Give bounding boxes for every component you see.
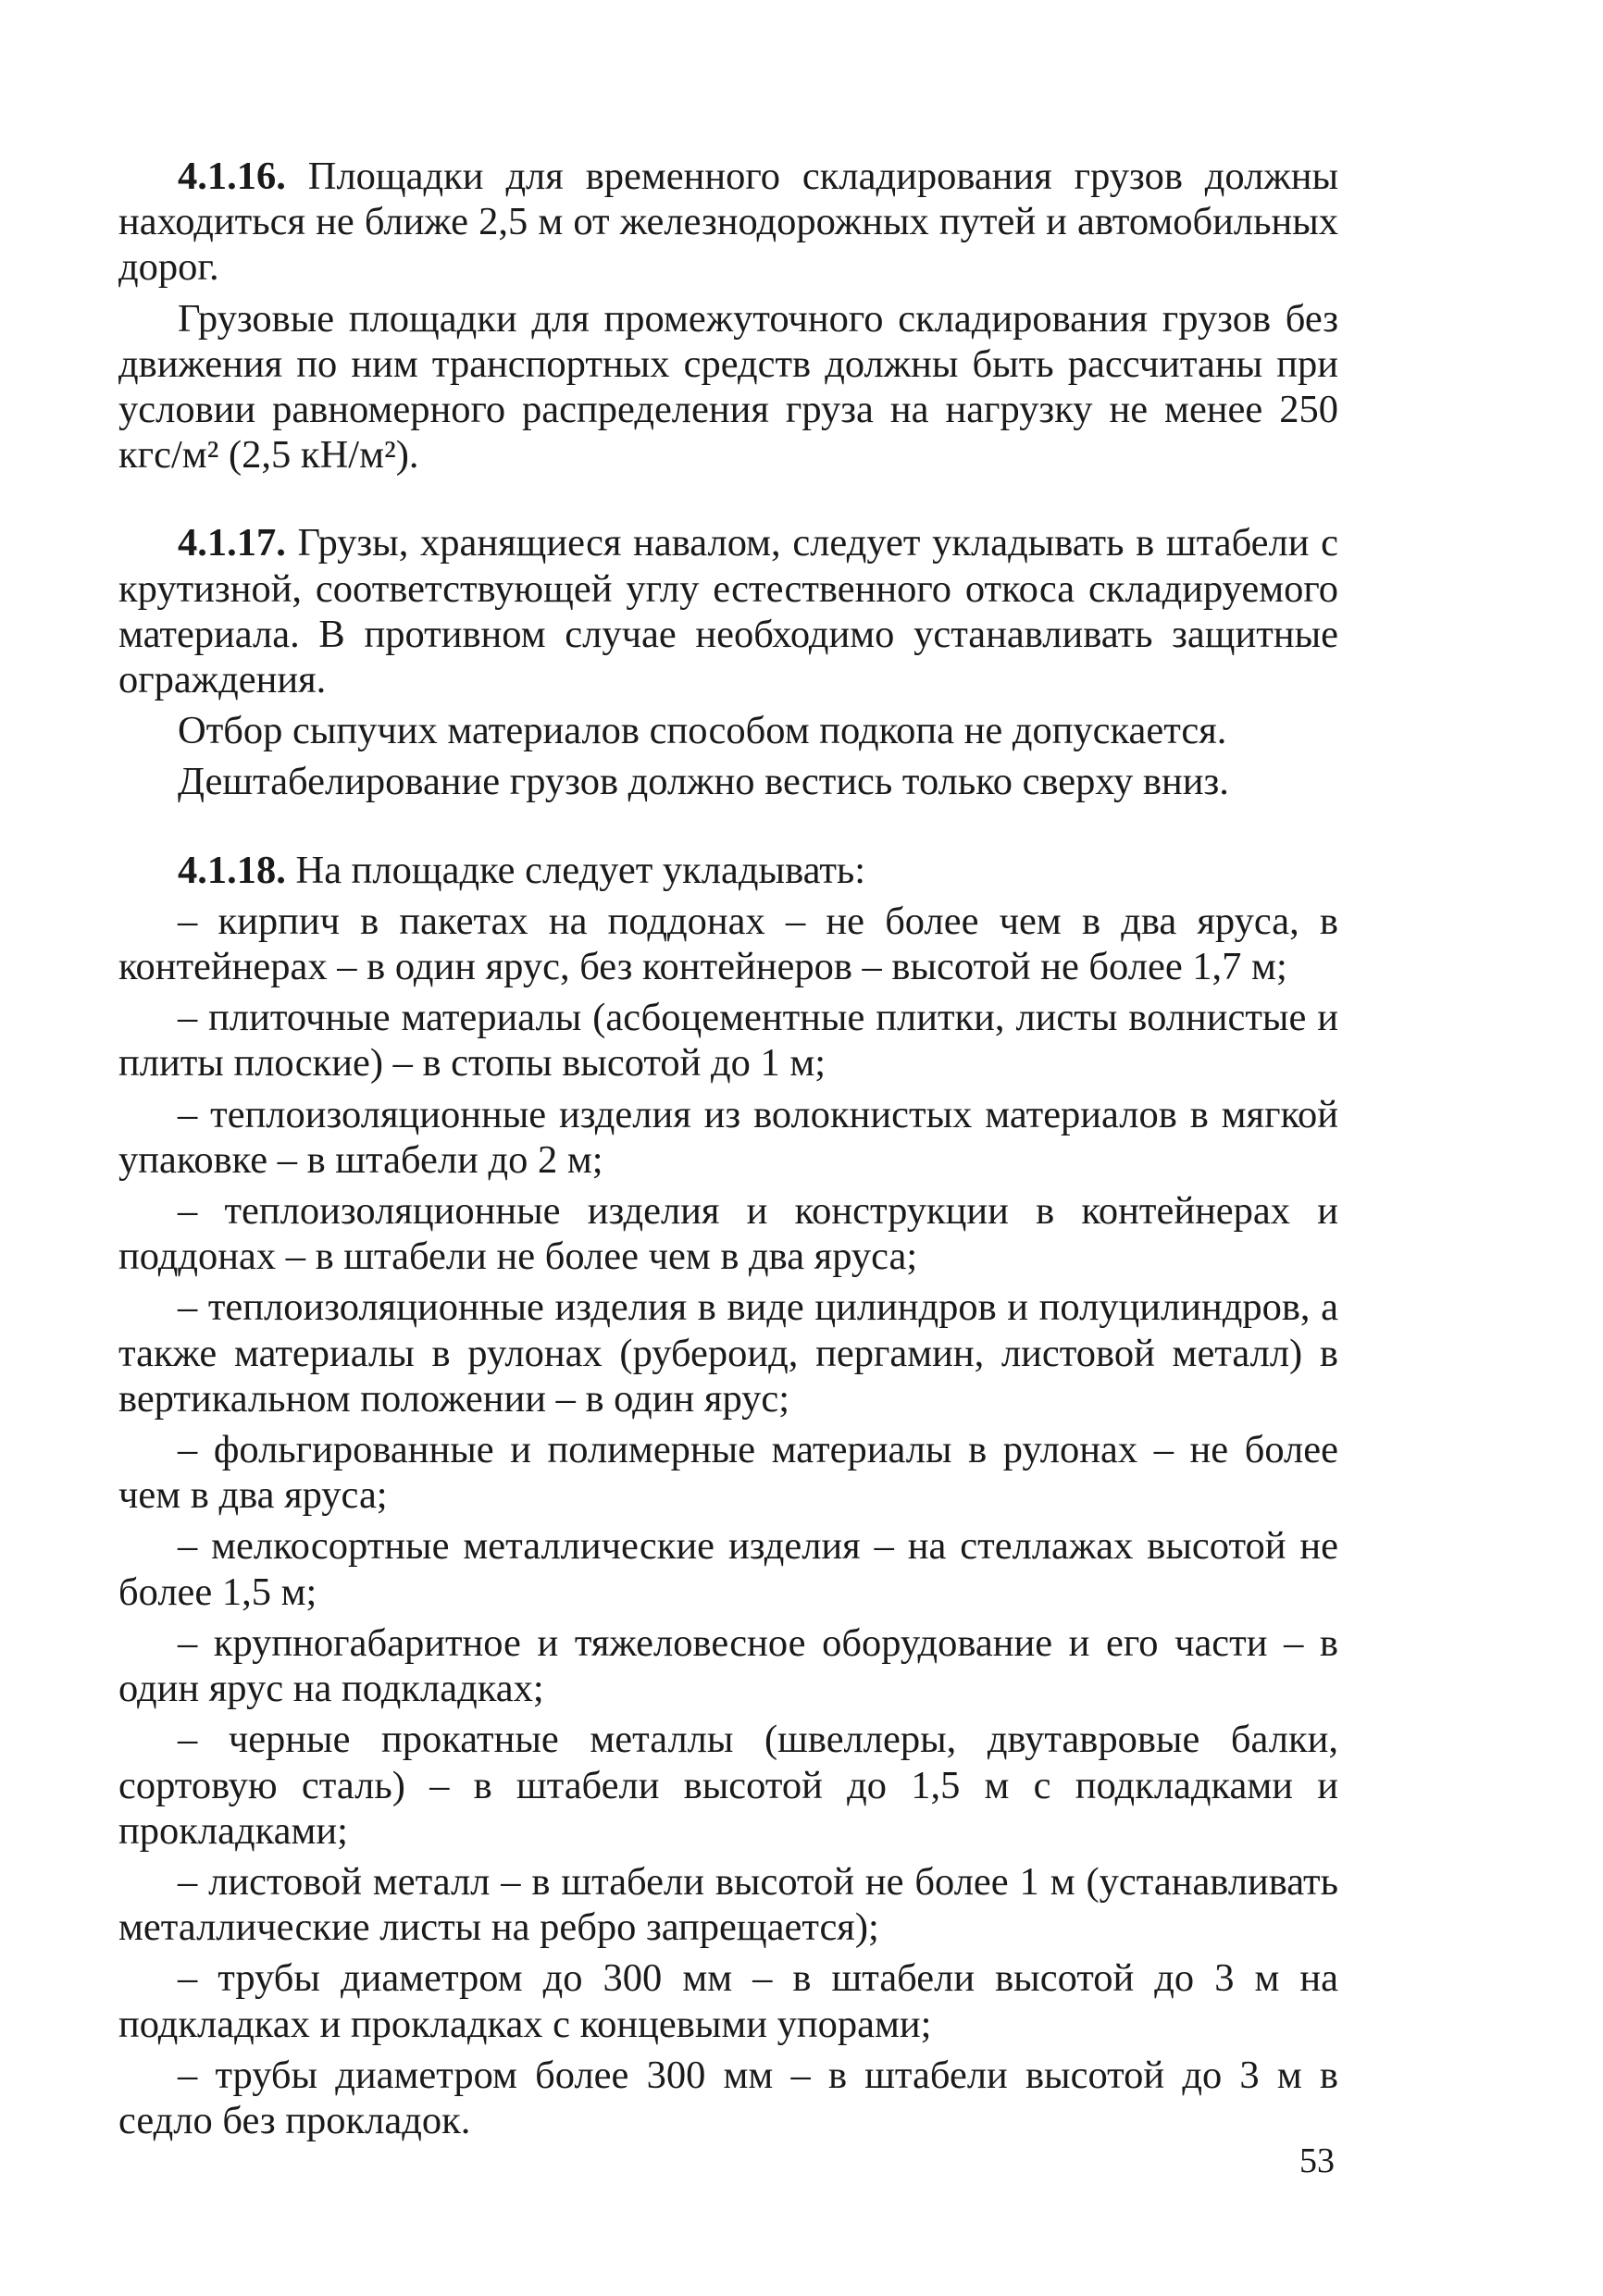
list-item: – крупногабаритное и тяжеловесное оборудование и его части – в один ярус на подкладках; bbox=[118, 1620, 1338, 1711]
section-number: 4.1.16. bbox=[178, 155, 286, 198]
list-item: – плиточные материалы (асбоцементные плитки, листы волнистые и плиты плоские) – в стопы высотой до 1 м; bbox=[118, 996, 1338, 1086]
list-item: – кирпич в пакетах на поддонах – не более чем в два яруса, в контейнерах – в один ярус, без контейнеров – высотой не более 1,7 м; bbox=[118, 899, 1338, 989]
section-number: 4.1.18. bbox=[178, 848, 286, 892]
paragraph: Отбор сыпучих материалов способом подкопа не допускается. bbox=[178, 709, 1227, 753]
list-item: – черные прокатные металлы (швеллеры, двутавровые балки, сортовую сталь) – в штабели высотой до 1,5 м с подкладками и прокладками; bbox=[118, 1718, 1338, 1853]
paragraph-text: На площадке следует укладывать: bbox=[295, 848, 866, 892]
paragraph: Грузовые площадки для промежуточного складирования грузов без движения по ним транспортных средств должны быть рассчитаны при условии равномерного распределения груза на нагрузку не менее 250 кгс/м² (2,5 кН/м²). bbox=[118, 296, 1338, 478]
list-item: – мелкосортные металлические изделия – на стеллажах высотой не более 1,5 м; bbox=[118, 1524, 1338, 1614]
list-item: – трубы диаметром до 300 мм – в штабели высотой до 3 м на подкладках и прокладках с концевыми упорами; bbox=[118, 1956, 1338, 2046]
list-item: – теплоизоляционные изделия в виде цилиндров и полуцилиндров, а также материалы в рулонах (рубероид, пергамин, листовой металл) в вертикальном положении – в один ярус; bbox=[118, 1285, 1338, 1421]
section-4-1-17 bbox=[118, 520, 1338, 804]
page-number: 53 bbox=[1299, 2141, 1335, 2180]
list-item: – теплоизоляционные изделия и конструкции в контейнерах и поддонах – в штабели не более чем в два яруса; bbox=[118, 1189, 1338, 1279]
list-item: – фольгированные и полимерные материалы в рулонах – не более чем в два яруса; bbox=[118, 1428, 1338, 1518]
paragraph-text: Площадки для временного складирования грузов должны находиться не ближе 2,5 м от железнодорожных путей и автомобильных дорог. bbox=[118, 155, 1338, 290]
paragraph: Дештабелирование грузов должно вестись только сверху вниз. bbox=[178, 760, 1229, 804]
list-item: – теплоизоляционные изделия из волокнистых материалов в мягкой упаковке – в штабели до 2 м; bbox=[118, 1092, 1338, 1182]
section-4-1-18 bbox=[118, 848, 1338, 2143]
document-body bbox=[118, 154, 1338, 2143]
section-number: 4.1.17. bbox=[178, 521, 286, 565]
section-4-1-16 bbox=[118, 154, 1338, 478]
paragraph bbox=[118, 520, 1338, 702]
paragraph-text: Грузы, хранящиеся навалом, следует укладывать в штабели с крутизной, соответствующей углу естественного откоса складируемого материала. В противном случае необходимо устанавливать защитные ограждения. bbox=[118, 521, 1338, 702]
list-item: – трубы диаметром более 300 мм – в штабели высотой до 3 м в седло без прокладок. bbox=[118, 2053, 1338, 2142]
list-item: – листовой металл – в штабели высотой не более 1 м (устанавливать металлические листы на ребро запрещается); bbox=[118, 1859, 1338, 1950]
paragraph bbox=[118, 848, 1338, 893]
paragraph bbox=[118, 154, 1338, 291]
